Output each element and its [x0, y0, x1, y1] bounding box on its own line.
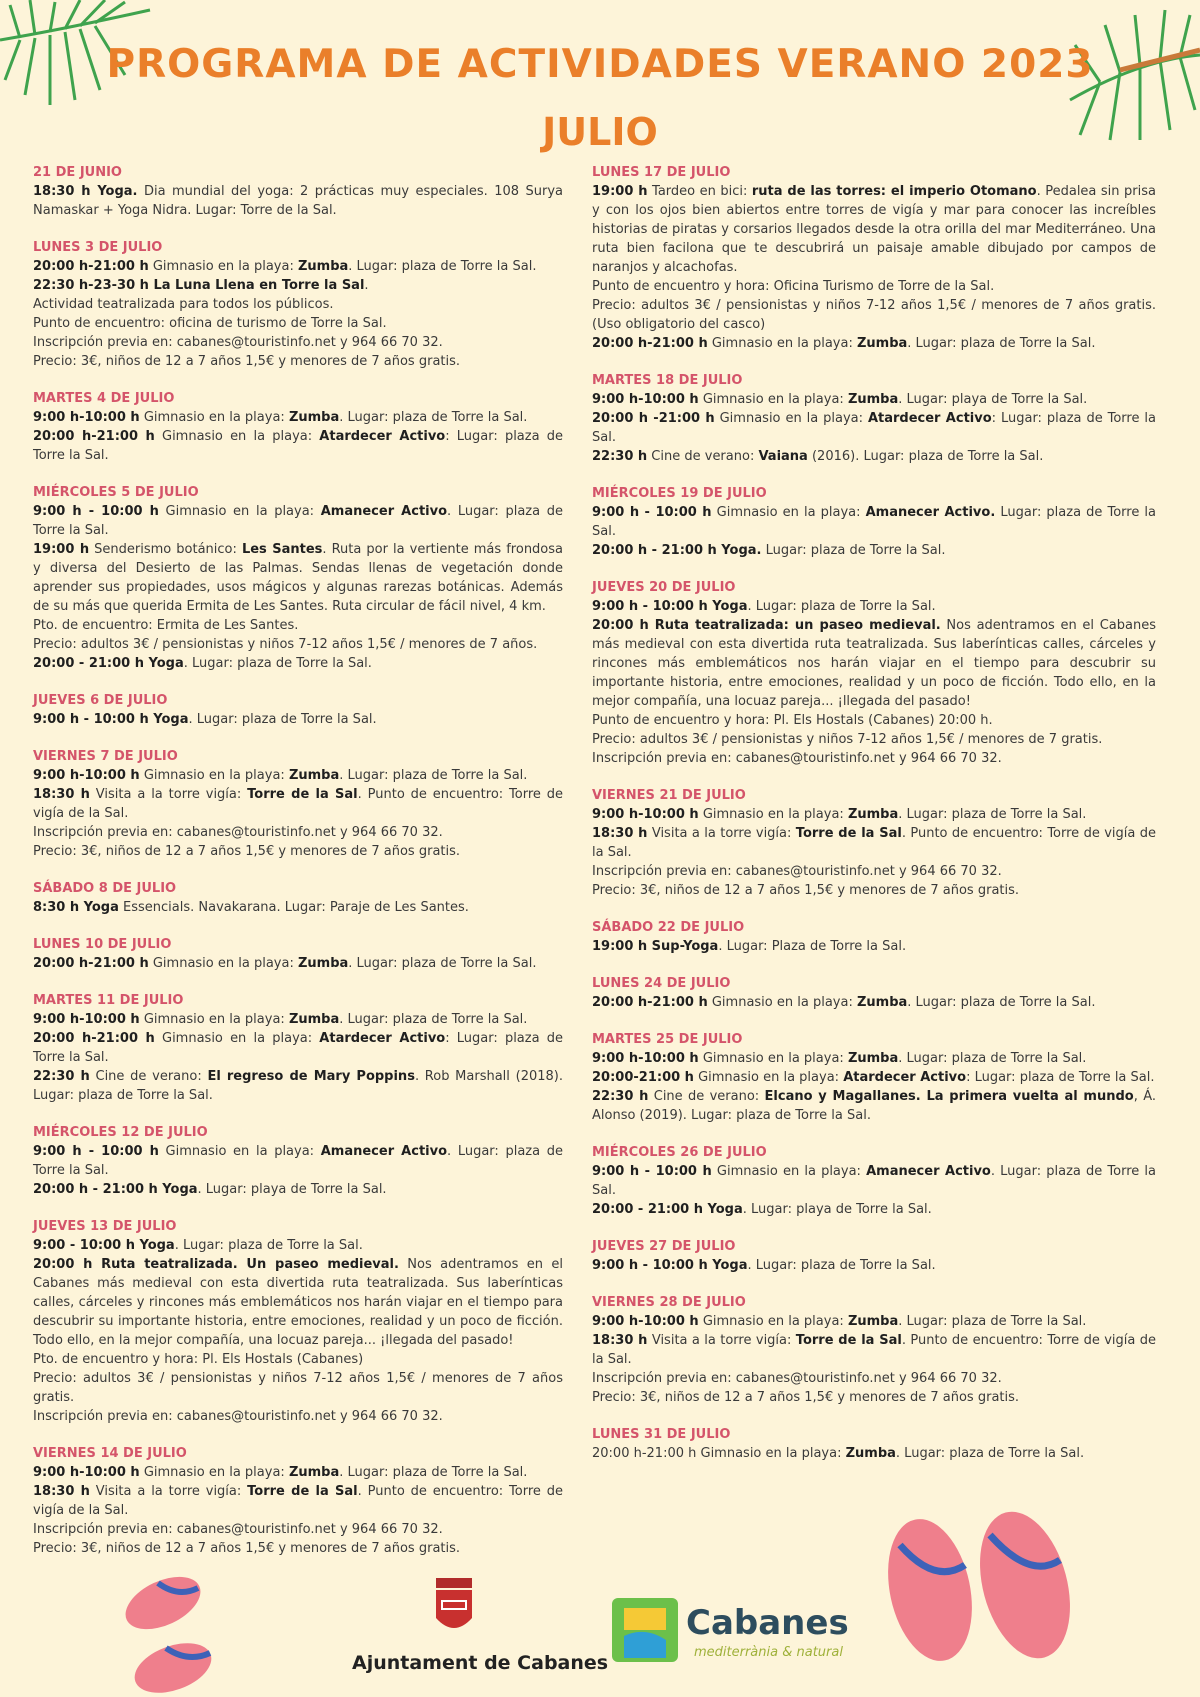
ajuntament-label: Ajuntament de Cabanes — [352, 1652, 609, 1674]
activity-line — [33, 785, 563, 823]
activity-highlight: Zumba — [847, 1051, 899, 1066]
day-block — [592, 163, 1156, 353]
activity-text: Punto de encuentro y hora: Oficina Turismo de Torre de la Sal. — [592, 279, 995, 294]
day-title: VIERNES 14 DE JULIO — [33, 1446, 187, 1461]
activity-highlight: Vaiana — [758, 449, 808, 464]
activity-highlight: 9:00 h - 10:00 h Yoga — [592, 599, 748, 614]
activity-text: Inscripción previa en: cabanes@touristinfo.net y 964 66 70 32. — [592, 1371, 1002, 1386]
activity-text: Tardeo en bici: — [647, 184, 752, 199]
activity-text: . Lugar: plaza de Torre la Sal. — [907, 336, 1096, 351]
activity-line — [592, 1331, 1156, 1369]
day-block — [33, 991, 563, 1105]
activity-text: . Lugar: plaza de Torre la Sal. — [339, 768, 528, 783]
activity-highlight: 19:00 h Sup-Yoga — [592, 939, 719, 954]
activity-highlight: 9:00 h - 10:00 h Yoga — [33, 712, 189, 727]
activity-text: Precio: 3€, niños de 12 a 7 años 1,5€ y menores de 7 años gratis. — [592, 1390, 1020, 1405]
activity-line — [592, 1162, 1156, 1200]
activity-text: . Lugar: plaza de Torre la Sal. — [592, 1164, 1156, 1198]
activity-text: . Pedalea sin prisa y con los ojos bien abiertos entre torres de vigía y mar para conocer las increíbles historias de piratas y corsarios llegados desde la otra orilla del mar Mediterráneo. Una ruta bien facilona que te descubrirá un paisaje amable dibujado por campos de naranjos y alcachofas. — [592, 184, 1156, 275]
activity-highlight: 9:00 h-10:00 h — [592, 1051, 699, 1066]
activity-highlight: Torre de la Sal — [247, 1484, 358, 1499]
day-block — [592, 1425, 1156, 1463]
activity-text: . Lugar: plaza de Torre la Sal. — [188, 712, 377, 727]
activity-line — [33, 352, 563, 371]
activity-text: Precio: adultos 3€ / pensionistas y niños 7-12 años 1,5€ / menores de 7 años. — [33, 637, 538, 652]
day-title: LUNES 24 DE JULIO — [592, 976, 731, 991]
activity-line — [33, 314, 563, 333]
activity-text: Punto de encuentro y hora: Pl. Els Hostals (Cabanes) 20:00 h. — [592, 713, 993, 728]
activity-line — [592, 616, 1156, 711]
activity-text: : Lugar: plaza de Torre la Sal. — [966, 1070, 1155, 1085]
activity-highlight: Les Santes — [241, 542, 323, 557]
activity-highlight: 20:00 h -21:00 h — [592, 411, 715, 426]
activity-text: Nos adentramos en el Cabanes más medieval con esta divertida ruta teatralizada. Sus laberínticas calles, cárceles y rincones más emblemáticos nos harán viajar en el tiempo para descubrir su importante historia, entre emociones, realidad y un poco de ficción. Todo ello, en la mejor compañía, una locuaz pareja... ¡llegada del pasado! — [33, 1257, 563, 1348]
activity-text: Precio: adultos 3€ / pensionistas y niños 7-12 años 1,5€ / menores de 7 años gratis. (Uso obligatorio del casco) — [592, 298, 1156, 332]
activity-line — [33, 842, 563, 861]
activity-highlight: 9:00 - 10:00 h Yoga — [33, 1238, 175, 1253]
activity-line — [592, 862, 1156, 881]
activity-text: Precio: 3€, niños de 12 a 7 años 1,5€ y menores de 7 años gratis. — [33, 1541, 461, 1556]
activity-line — [592, 993, 1156, 1012]
activity-text: Dia mundial del yoga: 2 prácticas muy especiales. 108 Surya Namaskar + Yoga Nidra. Lugar: Torre de la Sal. — [33, 184, 563, 218]
day-block — [33, 691, 563, 729]
activity-highlight: Amanecer Activo — [320, 1144, 448, 1159]
activity-highlight: 18:30 h — [592, 826, 648, 841]
activity-line — [33, 1067, 563, 1105]
activity-text: Cine de verano: — [89, 1069, 208, 1084]
activity-text: . — [364, 278, 369, 293]
ajuntament-shield-icon — [433, 1578, 475, 1638]
activity-line — [33, 616, 563, 635]
activity-line — [33, 635, 563, 654]
activity-text: . Lugar: plaza de Torre la Sal. — [183, 656, 372, 671]
activity-line — [33, 1463, 563, 1482]
activity-line — [592, 749, 1156, 768]
activity-text: Inscripción previa en: cabanes@touristinfo.net y 964 66 70 32. — [33, 1522, 443, 1537]
day-block — [592, 918, 1156, 956]
activity-line — [592, 1049, 1156, 1068]
activity-text: . Lugar: plaza de Torre la Sal. — [898, 1314, 1087, 1329]
activity-line — [592, 1068, 1156, 1087]
activity-text: Gimnasio en la playa: — [698, 1051, 848, 1066]
day-title: MIÉRCOLES 12 DE JULIO — [33, 1125, 208, 1140]
activity-text: Gimnasio en la playa: — [711, 1164, 867, 1179]
activity-highlight: 22:30 h — [592, 1089, 649, 1104]
activity-highlight: 18:30 h — [33, 787, 90, 802]
activity-highlight: Zumba — [288, 1012, 340, 1027]
activity-text: . Lugar: plaza de Torre la Sal. — [348, 259, 537, 274]
month-subtitle: JULIO — [542, 110, 658, 154]
activity-line — [592, 1388, 1156, 1407]
day-block — [33, 747, 563, 861]
activity-text: Gimnasio en la playa: — [707, 336, 857, 351]
day-block — [592, 1237, 1156, 1275]
activity-text: Inscripción previa en: cabanes@touristinfo.net y 964 66 70 32. — [33, 825, 443, 840]
activity-text: Lugar: plaza de Torre la Sal. — [761, 543, 946, 558]
activity-text: Precio: 3€, niños de 12 a 7 años 1,5€ y menores de 7 años gratis. — [592, 883, 1020, 898]
activity-highlight: 9:00 h-10:00 h — [33, 410, 140, 425]
activity-text: . Punto de encuentro: Torre de vigía de la Sal. — [592, 1333, 1157, 1367]
activity-text: Visita a la torre vigía: — [647, 1333, 796, 1348]
activity-line — [592, 805, 1156, 824]
activity-line — [33, 1482, 563, 1520]
day-title: LUNES 17 DE JULIO — [592, 165, 731, 180]
activity-highlight: Amanecer Activo — [866, 1164, 991, 1179]
day-title: JUEVES 6 DE JULIO — [33, 693, 168, 708]
activity-highlight: Atardecer Activo — [843, 1070, 967, 1085]
activity-text: . Lugar: plaza de Torre la Sal. — [339, 1465, 528, 1480]
activity-line — [33, 333, 563, 352]
activity-text: Cine de verano: — [648, 1089, 765, 1104]
day-title: VIERNES 28 DE JULIO — [592, 1295, 746, 1310]
day-block — [33, 389, 563, 465]
activity-highlight: 9:00 h - 10:00 h Yoga — [592, 1258, 748, 1273]
day-block — [33, 163, 563, 220]
activity-highlight: Atardecer Activo — [319, 1031, 446, 1046]
activity-line — [33, 1142, 563, 1180]
activity-text: Gimnasio en la playa: — [158, 1144, 321, 1159]
activity-text: : Lugar: plaza de Torre la Sal. — [33, 429, 563, 463]
activity-text: Precio: 3€, niños de 12 a 7 años 1,5€ y menores de 7 años gratis. — [33, 844, 461, 859]
activity-text: Gimnasio en la playa: — [698, 392, 848, 407]
activity-text: . Lugar: Plaza de Torre la Sal. — [718, 939, 907, 954]
activity-line — [33, 427, 563, 465]
activity-highlight: Zumba — [847, 392, 899, 407]
activity-line — [592, 824, 1156, 862]
activity-highlight: 18:30 h — [592, 1333, 648, 1348]
activity-text: Inscripción previa en: cabanes@touristinfo.net y 964 66 70 32. — [592, 751, 1002, 766]
activity-text: Gimnasio en la playa: — [693, 1070, 844, 1085]
page-title: PROGRAMA DE ACTIVIDADES VERANO 2023 — [106, 42, 1094, 87]
activity-highlight: 18:30 h Yoga. — [33, 184, 138, 199]
activity-text: Inscripción previa en: cabanes@touristinfo.net y 964 66 70 32. — [592, 864, 1002, 879]
activity-highlight: El regreso de Mary Poppins — [207, 1069, 415, 1084]
activity-text: Visita a la torre vigía: — [89, 1484, 248, 1499]
activity-highlight: 9:00 h - 10:00 h — [592, 505, 712, 520]
day-title: LUNES 3 DE JULIO — [33, 240, 163, 255]
activity-line — [33, 1236, 563, 1255]
activity-highlight: Zumba — [845, 1446, 896, 1461]
activity-highlight: Zumba — [288, 410, 340, 425]
day-title: VIERNES 7 DE JULIO — [33, 749, 178, 764]
activity-highlight: 20:00 - 21:00 h Yoga — [33, 656, 184, 671]
activity-text: Gimnasio en la playa: — [698, 807, 848, 822]
cabanes-wordmark: Cabanes — [686, 1603, 849, 1643]
flip-flops-right-icon — [870, 1505, 1080, 1665]
activity-text: . Lugar: plaza de Torre la Sal. — [348, 956, 537, 971]
day-block — [592, 974, 1156, 1012]
activity-text: Actividad teatralizada para todos los públicos. — [33, 297, 334, 312]
day-block — [592, 1293, 1156, 1407]
activity-line — [33, 295, 563, 314]
activity-text: . Lugar: plaza de Torre la Sal. — [907, 995, 1096, 1010]
activity-highlight: 20:00-21:00 h — [592, 1070, 694, 1085]
activity-highlight: 20:00 h-21:00 h — [592, 336, 708, 351]
activity-line — [592, 1087, 1156, 1125]
activity-text: . Lugar: plaza de Torre la Sal. — [898, 1051, 1087, 1066]
day-block — [33, 1217, 563, 1426]
activity-line — [592, 1369, 1156, 1388]
activity-line — [33, 766, 563, 785]
activity-highlight: 9:00 h - 10:00 h — [33, 1144, 159, 1159]
activity-highlight: Zumba — [297, 956, 349, 971]
activity-text: 20:00 h-21:00 h Gimnasio en la playa: — [592, 1446, 846, 1461]
activity-text: . Punto de encuentro: Torre de vigía de la Sal. — [33, 787, 564, 821]
activity-highlight: 20:00 h-21:00 h — [33, 429, 155, 444]
activity-text: Gimnasio en la playa: — [158, 504, 321, 519]
activity-text: . Lugar: plaza de Torre la Sal. — [747, 1258, 936, 1273]
activity-highlight: 20:00 h-21:00 h — [33, 259, 149, 274]
activity-highlight: Zumba — [847, 807, 899, 822]
activity-highlight: 8:30 h Yoga — [33, 900, 119, 915]
activity-line — [33, 1520, 563, 1539]
activity-highlight: 20:00 h Ruta teatralizada. Un paseo medieval. — [33, 1257, 399, 1272]
activity-line — [592, 182, 1156, 277]
day-title: LUNES 31 DE JULIO — [592, 1427, 731, 1442]
activity-highlight: 19:00 h — [592, 184, 648, 199]
activity-highlight: Amanecer Activo. — [865, 505, 996, 520]
day-title: LUNES 10 DE JULIO — [33, 937, 172, 952]
day-block — [592, 786, 1156, 900]
day-title: MARTES 4 DE JULIO — [33, 391, 175, 406]
activity-highlight: Zumba — [856, 995, 908, 1010]
activity-text: (2016). Lugar: plaza de Torre la Sal. — [807, 449, 1044, 464]
day-title: SÁBADO 8 DE JULIO — [33, 881, 177, 896]
activity-highlight: Torre de la Sal — [795, 826, 902, 841]
activity-highlight: Zumba — [847, 1314, 899, 1329]
activity-highlight: 9:00 h - 10:00 h — [33, 504, 159, 519]
activity-line — [33, 898, 563, 917]
day-block — [592, 1030, 1156, 1125]
activity-text: Precio: adultos 3€ / pensionistas y niños 7-12 años 1,5€ / menores de 7 gratis. — [592, 732, 1103, 747]
activity-highlight: 20:00 h Ruta teatralizada: un paseo medieval. — [592, 618, 941, 633]
day-title: MARTES 11 DE JULIO — [33, 993, 184, 1008]
activity-line — [592, 409, 1156, 447]
activity-line — [592, 390, 1156, 409]
activity-line — [592, 277, 1156, 296]
activity-line — [33, 954, 563, 973]
activity-text: . Lugar: playa de Torre la Sal. — [742, 1202, 932, 1217]
activity-text: Gimnasio en la playa: — [148, 259, 298, 274]
activity-text: . Lugar: plaza de Torre la Sal. — [174, 1238, 363, 1253]
activity-line — [33, 710, 563, 729]
activity-text: Punto de encuentro: oficina de turismo de Torre la Sal. — [33, 316, 387, 331]
activity-text: Lugar: plaza de Torre la Sal. — [592, 505, 1156, 539]
flip-flops-left-icon — [118, 1568, 238, 1697]
activity-text: Gimnasio en la playa: — [148, 956, 298, 971]
activity-line — [592, 730, 1156, 749]
activity-line — [33, 1407, 563, 1426]
activity-highlight: Elcano y Magallanes. La primera vuelta al mundo — [764, 1089, 1134, 1104]
activity-highlight: ruta de las torres: el imperio Otomano — [751, 184, 1037, 199]
activity-highlight: Zumba — [856, 336, 908, 351]
activity-text: Gimnasio en la playa: — [711, 505, 866, 520]
activity-line — [592, 296, 1156, 334]
activity-text: : Lugar: plaza de Torre la Sal. — [592, 411, 1157, 445]
activity-text: Precio: adultos 3€ / pensionistas y niños 7-12 años 1,5€ / menores de 7 años gratis. — [33, 1371, 563, 1405]
activity-text: . Lugar: plaza de Torre la Sal. — [33, 504, 563, 538]
activity-text: Nos adentramos en el Cabanes más medieval con esta divertida ruta teatralizada. Sus laberínticas calles, cárceles y rincones más emblemáticos nos harán viajar en el tiempo para descubrir su importante historia, entre emociones, realidad y un poco de ficción. Todo ello, en la mejor compañía, una locuaz pareja... ¡llegada del pasado! — [592, 618, 1156, 709]
activity-text: . Ruta por la vertiente más frondosa y diversa del Desierto de las Palmas. Sendas llenas de vegetación donde aprender sus propiedades, usos mágicos y algunas rarezas botánicas. Además de su más que querida Ermita de Les Santes. Ruta circular de fácil nivel, 4 km. — [33, 542, 563, 614]
day-block — [592, 371, 1156, 466]
activity-text: . Lugar: plaza de Torre la Sal. — [33, 1144, 563, 1178]
activity-text: Precio: 3€, niños de 12 a 7 años 1,5€ y menores de 7 años gratis. — [33, 354, 461, 369]
activity-text: . Punto de encuentro: Torre de vigía de la Sal. — [33, 1484, 564, 1518]
day-title: JUEVES 20 DE JULIO — [592, 580, 736, 595]
activity-line — [33, 276, 563, 295]
activity-highlight: Atardecer Activo — [319, 429, 446, 444]
activity-highlight: 20:00 h-21:00 h — [33, 1031, 155, 1046]
activity-text: . Lugar: playa de Torre la Sal. — [197, 1182, 387, 1197]
day-block — [33, 935, 563, 973]
activity-highlight: 9:00 h-10:00 h — [592, 392, 699, 407]
day-title: VIERNES 21 DE JULIO — [592, 788, 746, 803]
activity-highlight: 20:00 h - 21:00 h Yoga — [33, 1182, 198, 1197]
activity-text: Gimnasio en la playa: — [698, 1314, 848, 1329]
activity-highlight: Zumba — [288, 1465, 340, 1480]
activity-line — [33, 823, 563, 842]
right-column — [592, 163, 1156, 1481]
activity-line — [592, 937, 1156, 956]
day-title: 21 DE JUNIO — [33, 165, 122, 180]
activity-text: . Lugar: plaza de Torre la Sal. — [747, 599, 936, 614]
activity-line — [33, 408, 563, 427]
activity-line — [33, 257, 563, 276]
activity-text: Gimnasio en la playa: — [139, 1465, 289, 1480]
activity-highlight: 9:00 h-10:00 h — [592, 1314, 699, 1329]
activity-line — [33, 540, 563, 616]
activity-highlight: 19:00 h — [33, 542, 90, 557]
activity-highlight: 18:30 h — [33, 1484, 90, 1499]
activity-text: . Lugar: plaza de Torre la Sal. — [339, 1012, 528, 1027]
activity-highlight: 9:00 h-10:00 h — [33, 768, 140, 783]
activity-highlight: 20:00 h-21:00 h — [592, 995, 708, 1010]
day-title: JUEVES 13 DE JULIO — [33, 1219, 177, 1234]
activity-line — [33, 1369, 563, 1407]
activity-highlight: Atardecer Activo — [867, 411, 992, 426]
day-title: MARTES 18 DE JULIO — [592, 373, 743, 388]
activity-line — [33, 1255, 563, 1350]
activity-highlight: Zumba — [297, 259, 349, 274]
cabanes-tagline: mediterrània & natural — [694, 1645, 843, 1660]
activity-line — [592, 597, 1156, 616]
activity-line — [592, 503, 1156, 541]
activity-line — [33, 1350, 563, 1369]
activity-line — [592, 1444, 1156, 1463]
activity-text: Inscripción previa en: cabanes@touristinfo.net y 964 66 70 32. — [33, 1409, 443, 1424]
day-block — [592, 578, 1156, 768]
activity-highlight: Torre de la Sal — [795, 1333, 902, 1348]
day-block — [33, 483, 563, 673]
activity-text: Inscripción previa en: cabanes@touristinfo.net y 964 66 70 32. — [33, 335, 443, 350]
activity-text: Gimnasio en la playa: — [139, 1012, 289, 1027]
activity-highlight: 20:00 h-21:00 h — [33, 956, 149, 971]
activity-highlight: 9:00 h-10:00 h — [592, 807, 699, 822]
activity-highlight: Zumba — [288, 768, 340, 783]
activity-line — [33, 654, 563, 673]
activity-highlight: 22:30 h — [33, 1069, 90, 1084]
activity-line — [592, 881, 1156, 900]
activity-highlight: 20:00 - 21:00 h Yoga — [592, 1202, 743, 1217]
activity-line — [33, 1539, 563, 1558]
activity-line — [33, 502, 563, 540]
activity-line — [592, 447, 1156, 466]
activity-text: . Lugar: plaza de Torre la Sal. — [339, 410, 528, 425]
activity-text: . Lugar: plaza de Torre la Sal. — [895, 1446, 1085, 1461]
activity-text: Visita a la torre vigía: — [647, 826, 796, 841]
activity-text: Cine de verano: — [647, 449, 759, 464]
activity-line — [33, 1010, 563, 1029]
activity-line — [592, 541, 1156, 560]
activity-highlight: 22:30 h — [592, 449, 648, 464]
activity-text: Gimnasio en la playa: — [154, 429, 320, 444]
activity-text: . Rob Marshall (2018). Lugar: plaza de Torre la Sal. — [33, 1069, 563, 1103]
activity-highlight: 20:00 h - 21:00 h Yoga. — [592, 543, 762, 558]
activity-highlight: 9:00 h - 10:00 h — [592, 1164, 712, 1179]
day-block — [33, 1123, 563, 1199]
day-block — [592, 484, 1156, 560]
activity-line — [33, 1180, 563, 1199]
activity-text: Senderismo botánico: — [89, 542, 242, 557]
activity-text: Pto. de encuentro: Ermita de Les Santes. — [33, 618, 299, 633]
day-block — [592, 1143, 1156, 1219]
activity-highlight: Torre de la Sal — [247, 787, 358, 802]
activity-text: , Á. Alonso (2019). Lugar: plaza de Torre la Sal. — [592, 1089, 1157, 1123]
activity-line — [592, 334, 1156, 353]
activity-text: . Lugar: playa de Torre la Sal. — [898, 392, 1088, 407]
activity-line — [592, 1200, 1156, 1219]
activity-line — [592, 711, 1156, 730]
activity-line — [33, 182, 563, 220]
activity-text: . Lugar: plaza de Torre la Sal. — [898, 807, 1087, 822]
day-block — [33, 879, 563, 917]
activity-line — [592, 1312, 1156, 1331]
activity-text: Pto. de encuentro y hora: Pl. Els Hostals (Cabanes) — [33, 1352, 364, 1367]
activity-text: Gimnasio en la playa: — [714, 411, 868, 426]
activity-highlight: Amanecer Activo — [320, 504, 448, 519]
day-block — [33, 1444, 563, 1558]
activity-text: Gimnasio en la playa: — [154, 1031, 320, 1046]
activity-highlight: 9:00 h-10:00 h — [33, 1465, 140, 1480]
activity-text: : Lugar: plaza de Torre la Sal. — [33, 1031, 563, 1065]
day-title: MARTES 25 DE JULIO — [592, 1032, 743, 1047]
activity-line — [33, 1029, 563, 1067]
activity-line — [592, 1256, 1156, 1275]
day-title: MIÉRCOLES 19 DE JULIO — [592, 486, 767, 501]
activity-text: Gimnasio en la playa: — [139, 768, 289, 783]
day-title: SÁBADO 22 DE JULIO — [592, 920, 745, 935]
activity-text: Essencials. Navakarana. Lugar: Paraje de Les Santes. — [118, 900, 469, 915]
activity-text: Gimnasio en la playa: — [707, 995, 857, 1010]
activity-text: Visita a la torre vigía: — [89, 787, 248, 802]
activity-text: Gimnasio en la playa: — [139, 410, 289, 425]
left-column — [33, 163, 563, 1576]
day-block — [33, 238, 563, 371]
day-title: MIÉRCOLES 5 DE JULIO — [33, 485, 199, 500]
day-title: MIÉRCOLES 26 DE JULIO — [592, 1145, 767, 1160]
cabanes-logo-icon — [610, 1596, 680, 1664]
day-title: JUEVES 27 DE JULIO — [592, 1239, 736, 1254]
activity-highlight: 9:00 h-10:00 h — [33, 1012, 140, 1027]
activity-highlight: 22:30 h-23-30 h La Luna Llena en Torre la Sal — [33, 278, 365, 293]
activity-text: . Punto de encuentro: Torre de vigía de la Sal. — [592, 826, 1157, 860]
